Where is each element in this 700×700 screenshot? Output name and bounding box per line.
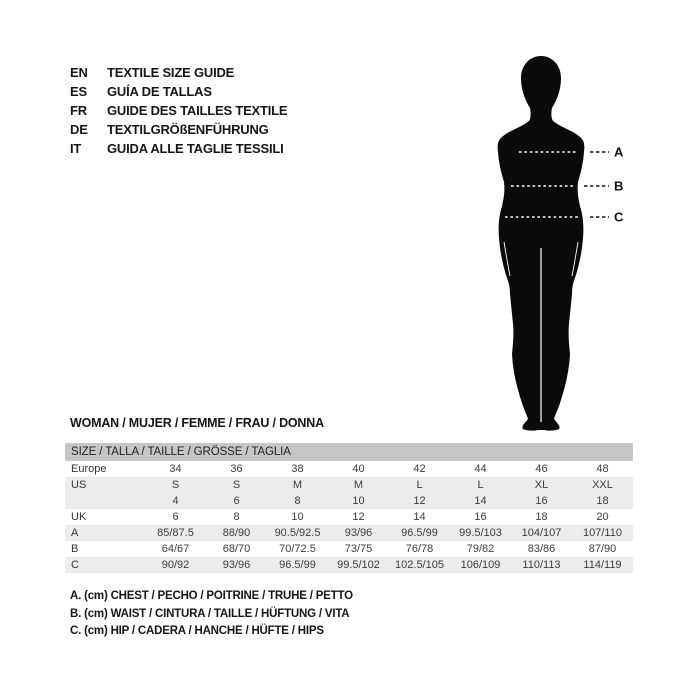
size-cell: 12 [389,493,450,509]
size-cell: 64/67 [161,543,190,555]
language-code: IT [70,141,82,156]
row-label [65,493,145,509]
language-code: ES [70,84,87,99]
language-code: FR [70,103,87,118]
row-label: C [65,557,145,573]
language-label: TEXTILE SIZE GUIDE [107,65,235,80]
size-cell: 16 [474,511,487,523]
table-row [65,557,633,573]
size-cell: 68/70 [222,543,251,555]
size-cell: S [145,477,206,493]
measurement-legend [70,590,353,643]
size-cell: XXL [572,477,633,493]
row-label: B [71,543,79,555]
size-cell: 73/75 [344,543,373,555]
row-label: UK [71,511,87,523]
size-cell: 76/78 [405,543,434,555]
size-cell: 93/96 [328,525,389,541]
table-row [65,541,633,557]
size-cell: 42 [413,463,426,475]
size-cell: 96.5/99 [267,557,328,573]
size-cell: 48 [596,463,609,475]
size-cell: 114/119 [572,557,633,573]
section-title: WOMAN / MUJER / FEMME / FRAU / DONNA [70,416,324,430]
size-cell: 18 [572,493,633,509]
marker-c-label: C [614,209,624,225]
size-cell: 99.5/103 [450,525,511,541]
size-cell: 83/86 [527,543,556,555]
size-cell: L [389,477,450,493]
table-header-row [65,443,633,461]
size-cell: 10 [328,493,389,509]
size-cell: 90/92 [145,557,206,573]
size-cell: 93/96 [206,557,267,573]
size-cell: 44 [474,463,487,475]
size-cell: 38 [291,463,304,475]
size-cell: 107/110 [572,525,633,541]
language-row-en [70,63,287,82]
language-label: GUIDE DES TAILLES TEXTILE [107,103,288,118]
language-label: GUIDA ALLE TAGLIE TESSILI [107,141,284,156]
row-label: A [65,525,145,541]
language-label: GUÍA DE TALLAS [107,84,212,99]
language-row-it [70,139,287,158]
size-cell: 70/72.5 [279,543,316,555]
row-label: US [65,477,145,493]
legend-waist: B. (cm) WAIST / CINTURA / TAILLE / HÜFTUNG / VITA [70,607,350,620]
size-cell: 96.5/99 [389,525,450,541]
woman-silhouette-figure [483,52,643,442]
legend-hip: C. (cm) HIP / CADERA / HANCHE / HÜFTE / HIPS [70,625,324,637]
size-cell: 12 [352,511,365,523]
language-row-de [70,120,287,139]
language-list [70,63,287,158]
size-cell: L [450,477,511,493]
size-cell: 110/113 [511,557,572,573]
size-cell: 106/109 [450,557,511,573]
size-cell: 36 [230,463,243,475]
table-header-cell: SIZE / TALLA / TAILLE / GRÖSSE / TAGLIA [65,443,633,461]
size-cell: 18 [535,511,548,523]
language-row-es [70,82,287,101]
size-cell: M [328,477,389,493]
size-cell: 8 [267,493,328,509]
size-cell: 88/90 [206,525,267,541]
table-row [65,461,633,477]
size-cell: M [267,477,328,493]
table-row [65,477,633,493]
size-cell: 16 [511,493,572,509]
size-cell: XL [511,477,572,493]
size-cell: 8 [233,511,240,523]
size-cell: 87/90 [588,543,617,555]
size-cell: 10 [291,511,304,523]
size-cell: 102.5/105 [389,557,450,573]
table-row [65,493,633,509]
size-table [65,443,633,573]
size-cell: 85/87.5 [145,525,206,541]
language-row-fr [70,101,287,120]
size-cell: 79/82 [466,543,495,555]
language-code: EN [70,65,88,80]
size-cell: 99.5/102 [328,557,389,573]
size-table-body [65,461,633,573]
size-cell: 6 [172,511,179,523]
size-cell: 34 [169,463,182,475]
size-cell: 46 [535,463,548,475]
size-cell: 6 [206,493,267,509]
marker-b-label: B [614,178,624,194]
size-cell: 90.5/92.5 [267,525,328,541]
size-cell: 14 [450,493,511,509]
row-label: Europe [71,463,107,475]
table-row [65,525,633,541]
language-code: DE [70,122,88,137]
table-row [65,509,633,525]
language-label: TEXTILGRÖßENFÜHRUNG [107,122,269,137]
size-cell: 104/107 [511,525,572,541]
size-cell: S [206,477,267,493]
marker-a-label: A [614,144,624,160]
size-cell: 4 [145,493,206,509]
size-cell: 20 [596,511,609,523]
legend-chest: A. (cm) CHEST / PECHO / POITRINE / TRUHE / PETTO [70,590,353,602]
size-cell: 14 [413,511,426,523]
size-cell: 40 [352,463,365,475]
